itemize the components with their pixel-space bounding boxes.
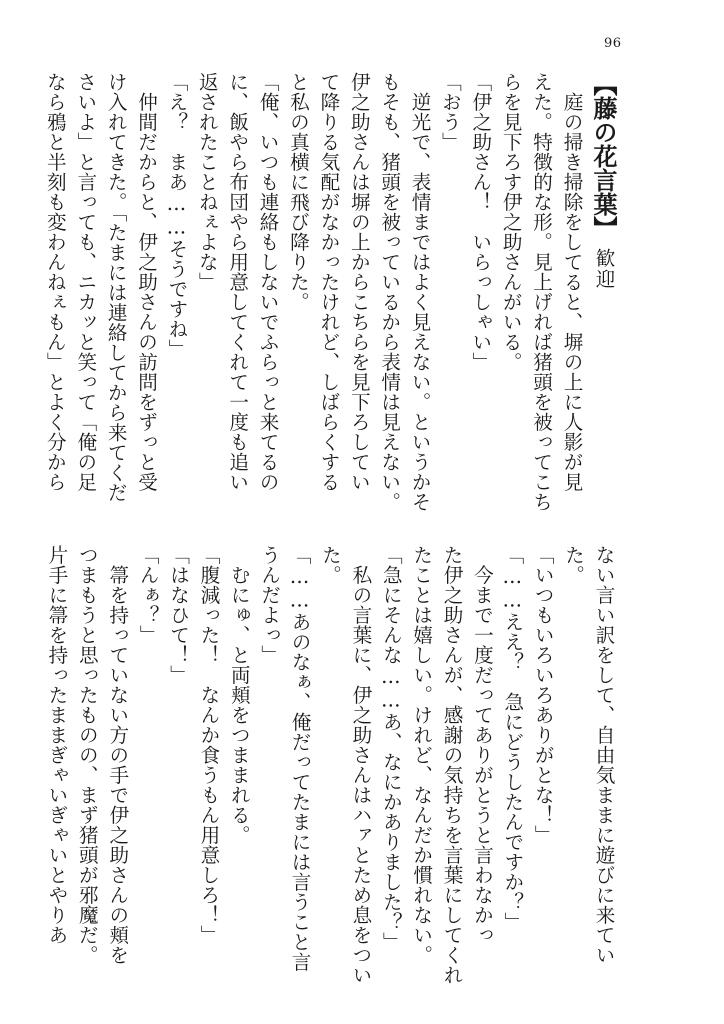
text-line: 「急にそんな……あ、なにかありました？」 (379, 545, 403, 952)
text-line: 箒を持っていない方の手で伊之助さんの頬を (105, 545, 129, 965)
text-line: た。 (561, 545, 585, 585)
text-line: 「……ええ？ 急にどうしたんですか？」 (500, 545, 524, 932)
text-line: 仲間だからと、伊之助さんの訪問をずっと受 (134, 72, 158, 492)
text-line: 「俺、いつも連絡もしないでふらっと来てるの (256, 72, 280, 492)
text-line: け入れてきた。「たまには連絡してから来てくだ (104, 72, 128, 503)
text-line: らを見下ろす伊之助さんがいる。 (499, 72, 523, 372)
text-line: うんだよっ」 (257, 545, 281, 665)
text-line: 伊之助さんは塀の上からこちらを見下ろしてい (347, 72, 371, 492)
text-line: 今まで一度だってありがとうと言わなかっ (470, 545, 494, 945)
text-line: なら鴉と半刻も変わんねぇもん」とよく分から (43, 72, 67, 492)
section-title-main: 【藤の花言葉】 (589, 72, 618, 240)
text-line: 「おう」 (438, 72, 462, 152)
text-line: たことは嬉しい。けれど、なんだか慣れない。 (409, 545, 433, 965)
text-line: つまもうと思ったものの、まず猪頭が邪魔だ。 (75, 545, 99, 965)
text-line: 「……あのなぁ、俺だってたまには言うこと言 (288, 545, 312, 972)
text-line: た伊之助さんが、感謝の気持ちを言葉にしてくれ (440, 545, 464, 985)
text-line: 「伊之助さん！ いらっしゃい」 (468, 72, 492, 372)
page-number: 96 (604, 36, 622, 51)
text-line: 庭の掃き掃除をしてると、塀の上に人影が見 (560, 72, 583, 492)
text-line: もそも、猪頭を被っているから表情は見えない。 (377, 72, 401, 512)
text-line: 「はなひて！」 (166, 545, 190, 685)
text-line: 返されたことねぇよな」 (195, 72, 219, 292)
text-line: 片手に箒を持ったままぎゃいぎゃいとやりあ (44, 545, 68, 945)
top-text-block (43, 72, 618, 512)
text-line: ない言い訳をして、自由気ままに遊びに来てい (592, 545, 615, 965)
bottom-text-block (44, 545, 618, 985)
text-line: 「んぁ？」 (136, 545, 160, 645)
text-line: に、飯やら布団やら用意してくれて一度も追い (225, 72, 249, 492)
text-line: 「え？ まあ……そうですね」 (164, 72, 188, 359)
text-line: さいよ」と言っても、ニカッと笑って「俺の足 (73, 72, 97, 492)
text-line: 「いつもいろいろありがとな！」 (531, 545, 555, 845)
text-line: えた。特徴的な形。見上げれば猪頭を被ってこち (529, 72, 553, 512)
text-line: 私の言葉に、伊之助さんはハァとため息をつい (348, 545, 372, 985)
text-line: と私の真横に飛び降りた。 (286, 72, 310, 312)
text-line: て降りる気配がなかったけれど、しばらくする (316, 72, 340, 492)
section-title-sub: 歓迎 (592, 248, 615, 290)
text-line: むにゅ、と両頬をつままれる。 (227, 545, 251, 845)
section-title (588, 72, 618, 492)
text-line: た。 (318, 545, 342, 585)
text-line: 逆光で、表情まではよく見えない。というかそ (408, 72, 432, 512)
text-line: 「腹減った！ なんか食うもん用意しろ！」 (196, 545, 220, 945)
